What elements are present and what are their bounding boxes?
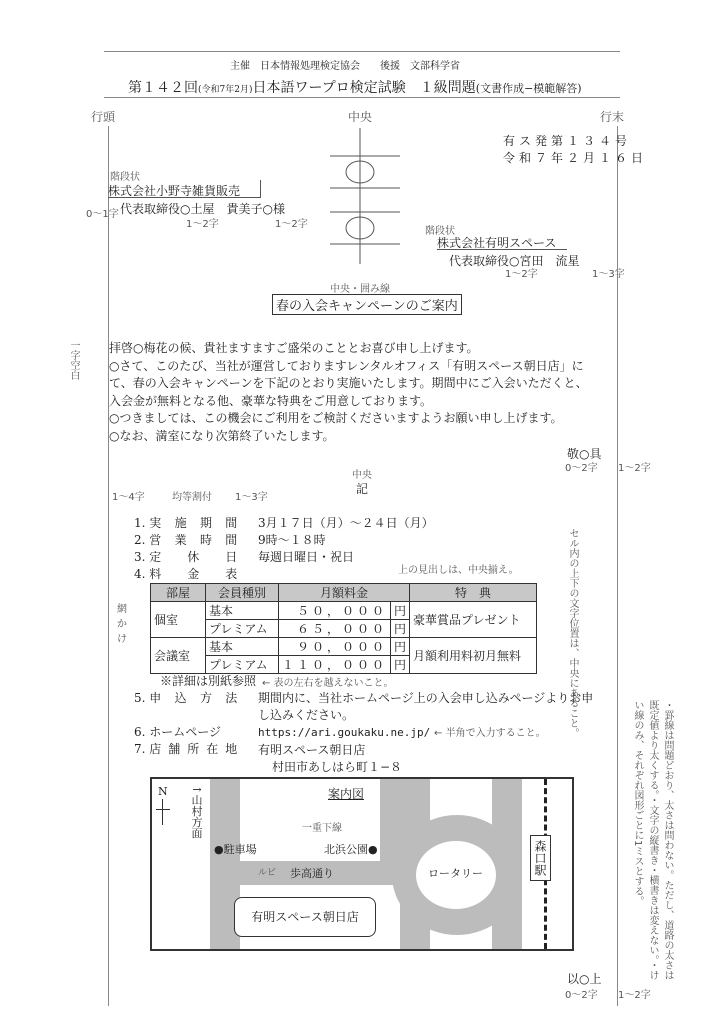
sender-name: 代表取締役○宮田 流星: [449, 254, 580, 268]
center-guide-diagram: [310, 128, 420, 268]
doc-number: 有ス発第１３４号: [503, 134, 632, 148]
ki-label: 記: [356, 482, 369, 496]
fee-table: 部屋 会員種別 月額料金 特 典 個室 基本 ５０，０００ 円 豪華賞品プレゼント プレミアム ６５，０００ 円 会議室 基本 ９０，０００ 円 月額利用料初月無料 プレミアム １１０，０００ 円: [150, 583, 537, 674]
page-title: 第１４２回(令和7年2月)日本語ワープロ検定試験 １級問題(文書作成−模範解答): [128, 80, 582, 96]
ruler-center: 中央: [348, 110, 373, 124]
recipient-name: 代表取締役○土屋 貴美子○様: [120, 202, 285, 216]
letter-body: 拝啓○梅花の候、貴社ますますご盛栄のこととお喜び申し上げます。 ○さて、このたび、当社が運営しておりますレンタルオフィス「有明スペース朝日店」に て、春の入会キャンペーンを下記のとおり実施いたします。期間中にご入会いただくと、 入会金が無料となる他、豪華な特典をご用意しております。 ○つきましては、この機会にご利用をご検討くださいますようお願い申し上げます。 ○なお、満室になり次第終了いたします。: [109, 341, 588, 443]
recipient-company: 株式会社小野寺雑貨販売: [108, 184, 241, 198]
fee-note: ※詳細は別紙参照: [160, 674, 257, 688]
ruler-start: 行頭: [91, 110, 116, 124]
subject-title: 春の入会キャンペーンのご案内: [272, 294, 462, 315]
closing-ijou: 以○上: [567, 972, 602, 986]
map: 森口駅 N ↑山村方面 案内図 一重下線 ●駐車場 北浜公園● ロータリー ルビ 歩高通り 有明スペース朝日店: [150, 777, 574, 951]
doc-date: 令和７年２月１６日: [503, 151, 648, 165]
item-list: 1. 実施期間 2. 営業時間 3. 定休日 4. 料金表: [134, 516, 238, 581]
closing-keigu: 敬○具: [567, 447, 602, 461]
sender-company: 株式会社有明スペース: [437, 236, 557, 250]
ruler-end: 行末: [600, 110, 625, 124]
sponsor-line: 主催 日本情報処理検定協会 後援 文部科学省: [230, 61, 460, 72]
